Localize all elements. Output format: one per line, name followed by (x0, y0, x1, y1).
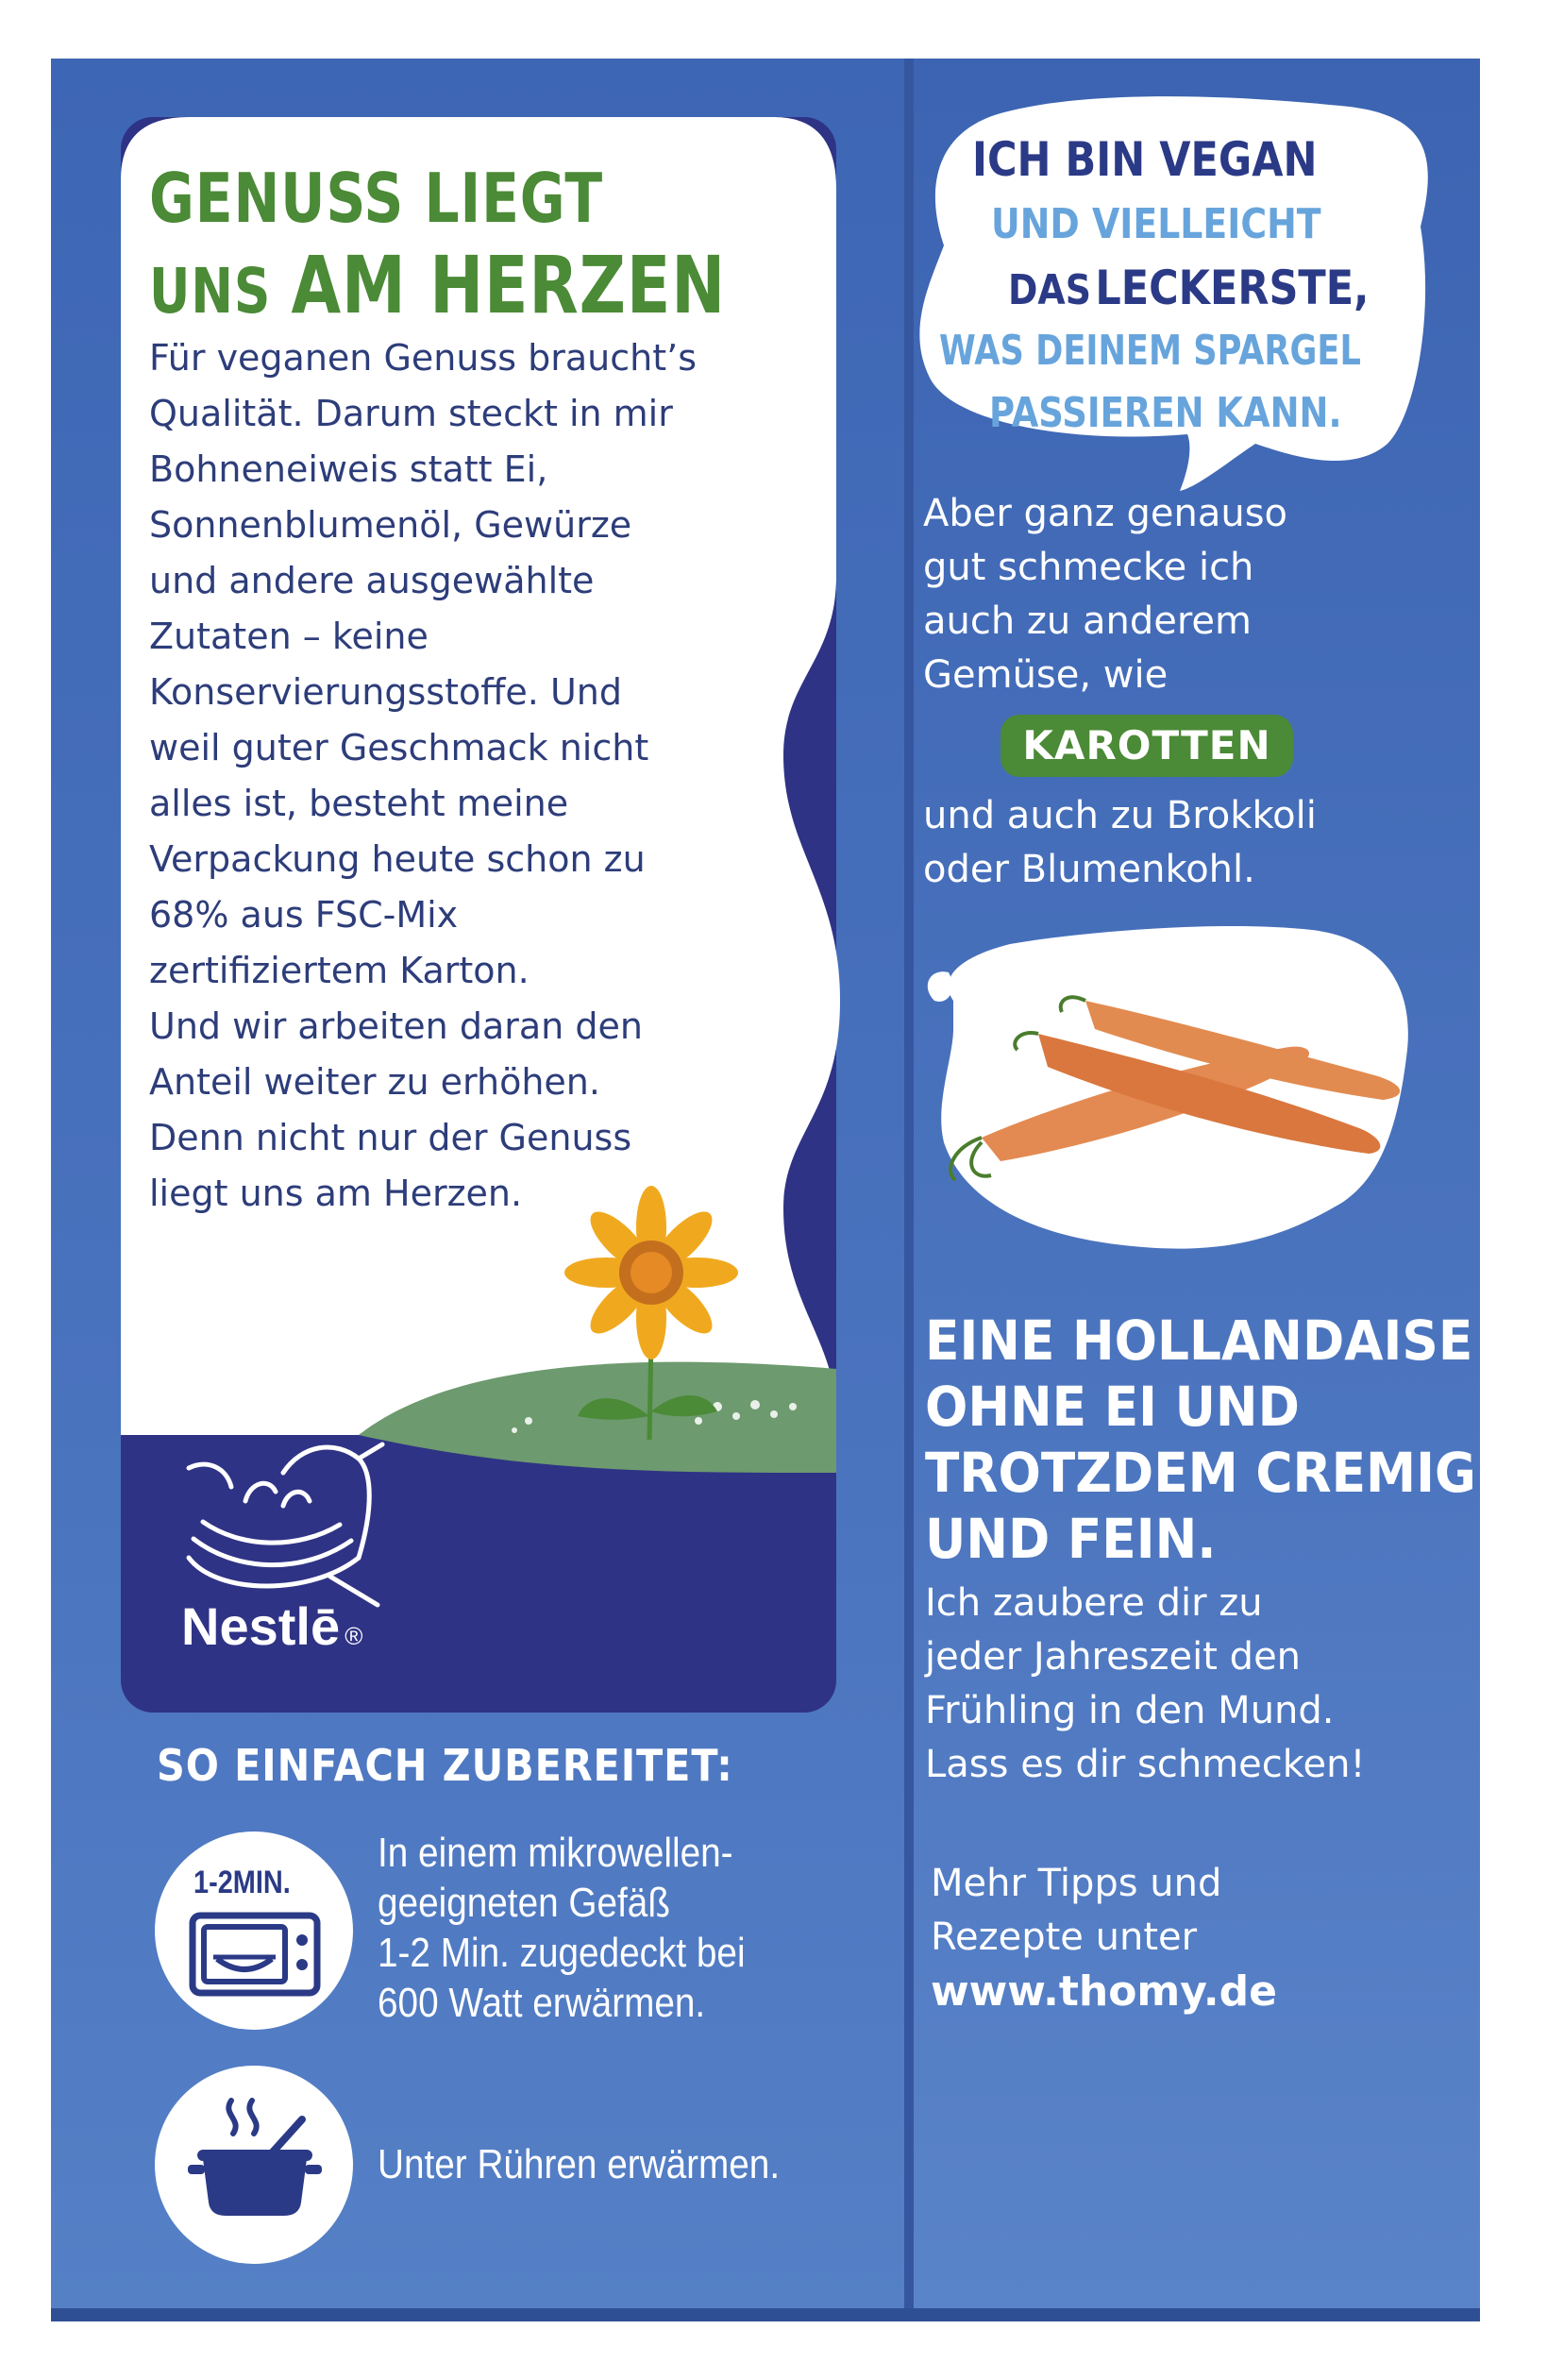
body-line: weil guter Geschmack nicht (149, 727, 649, 768)
bubble-line3-a: DAS (1008, 266, 1091, 314)
para3-line: Lass es dir schmecken! (925, 1743, 1366, 1786)
headline-line: TROTZDEM CREMIG (925, 1441, 1476, 1505)
heading-line2-b: AM HERZEN (291, 239, 727, 331)
step1-line: geeigneten Gefäß (378, 1880, 670, 1926)
more-line: Rezepte unter (931, 1916, 1198, 1959)
microwave-icon (189, 1912, 321, 1997)
para3-line: jeder Jahreszeit den (925, 1635, 1302, 1679)
nestle-logo (181, 1595, 362, 1657)
body-line: Zutaten – keine (149, 616, 429, 657)
karotten-badge: KAROTTEN (1001, 715, 1293, 777)
para3-line: Ich zaubere dir zu (925, 1581, 1263, 1625)
body-line: alles ist, besteht meine (149, 783, 569, 824)
body-line: zertifiziertem Karton. (149, 950, 530, 991)
headline-line: UND FEIN. (925, 1507, 1217, 1571)
more-line: Mehr Tipps und (931, 1862, 1222, 1905)
para3-line: Frühling in den Mund. (925, 1689, 1335, 1732)
step1-line: 1-2 Min. zugedeckt bei (378, 1930, 746, 1976)
body-line: Und wir arbeiten daran den (149, 1005, 643, 1047)
stove-step-text: Unter Rühren erwärmen. (378, 2141, 781, 2187)
body-line: Bohneneiweis statt Ei, (149, 448, 548, 490)
body-line: Für veganen Genuss braucht’s (149, 337, 698, 379)
body-line: Sonnenblumenöl, Gewürze (149, 504, 632, 546)
preparation-title: SO EINFACH ZUBEREITET: (157, 1740, 733, 1791)
heading-line1: GENUSS LIEGT (149, 159, 604, 238)
bubble-line3-b: LECKERSTE, (1095, 261, 1370, 315)
para1-line: gut schmecke ich (923, 546, 1254, 589)
more-tips-text (931, 1857, 1459, 1965)
bubble-line2: UND VIELLEICHT (991, 200, 1321, 248)
right-headline (925, 1308, 1481, 1572)
body-line: Denn nicht nur der Genuss (149, 1117, 632, 1158)
para2-line: oder Blumenkohl. (923, 848, 1255, 891)
body-line: Anteil weiter zu erhöhen. (149, 1061, 600, 1103)
bubble-line3 (1008, 261, 1369, 315)
para1-line: auch zu anderem (923, 599, 1252, 643)
bubble-line1: ICH BIN VEGAN (972, 132, 1318, 187)
body-line: 68% aus FSC-Mix (149, 894, 459, 936)
right-paragraph-2 (923, 789, 1471, 897)
right-paragraph-1 (923, 487, 1452, 702)
registered-mark: ® (345, 1622, 363, 1650)
left-body-text (149, 330, 810, 1222)
body-line: Qualität. Darum steckt in mir (149, 393, 673, 434)
nestle-wordmark: Nestlē (181, 1596, 341, 1656)
bubble-line5: PASSIEREN KANN. (989, 389, 1342, 437)
right-paragraph-3 (925, 1577, 1472, 1792)
para2-line: und auch zu Brokkoli (923, 794, 1317, 837)
heading-line2 (149, 239, 727, 331)
step1-line: 600 Watt erwärmen. (378, 1980, 706, 2026)
para1-line: Gemüse, wie (923, 653, 1169, 697)
body-line: Konservierungsstoffe. Und (149, 671, 622, 713)
heading-line2-a: UNS (149, 255, 272, 328)
cooking-pot-icon (184, 2091, 326, 2233)
microwave-step-text (378, 1828, 810, 2028)
body-line: Verpackung heute schon zu (149, 838, 646, 880)
para1-line: Aber ganz genauso (923, 492, 1288, 535)
step1-line: In einem mikrowellen- (378, 1830, 733, 1876)
headline-line: EINE HOLLANDAISE (925, 1308, 1473, 1373)
body-line: liegt uns am Herzen. (149, 1173, 523, 1214)
website-link[interactable]: www.thomy.de (931, 1967, 1277, 2016)
microwave-time-label: 1-2MIN. (193, 1865, 291, 1900)
headline-line: OHNE EI UND (925, 1375, 1300, 1439)
bubble-line4: WAS DEINEM SPARGEL (939, 327, 1361, 375)
body-line: und andere ausgewählte (149, 560, 595, 601)
